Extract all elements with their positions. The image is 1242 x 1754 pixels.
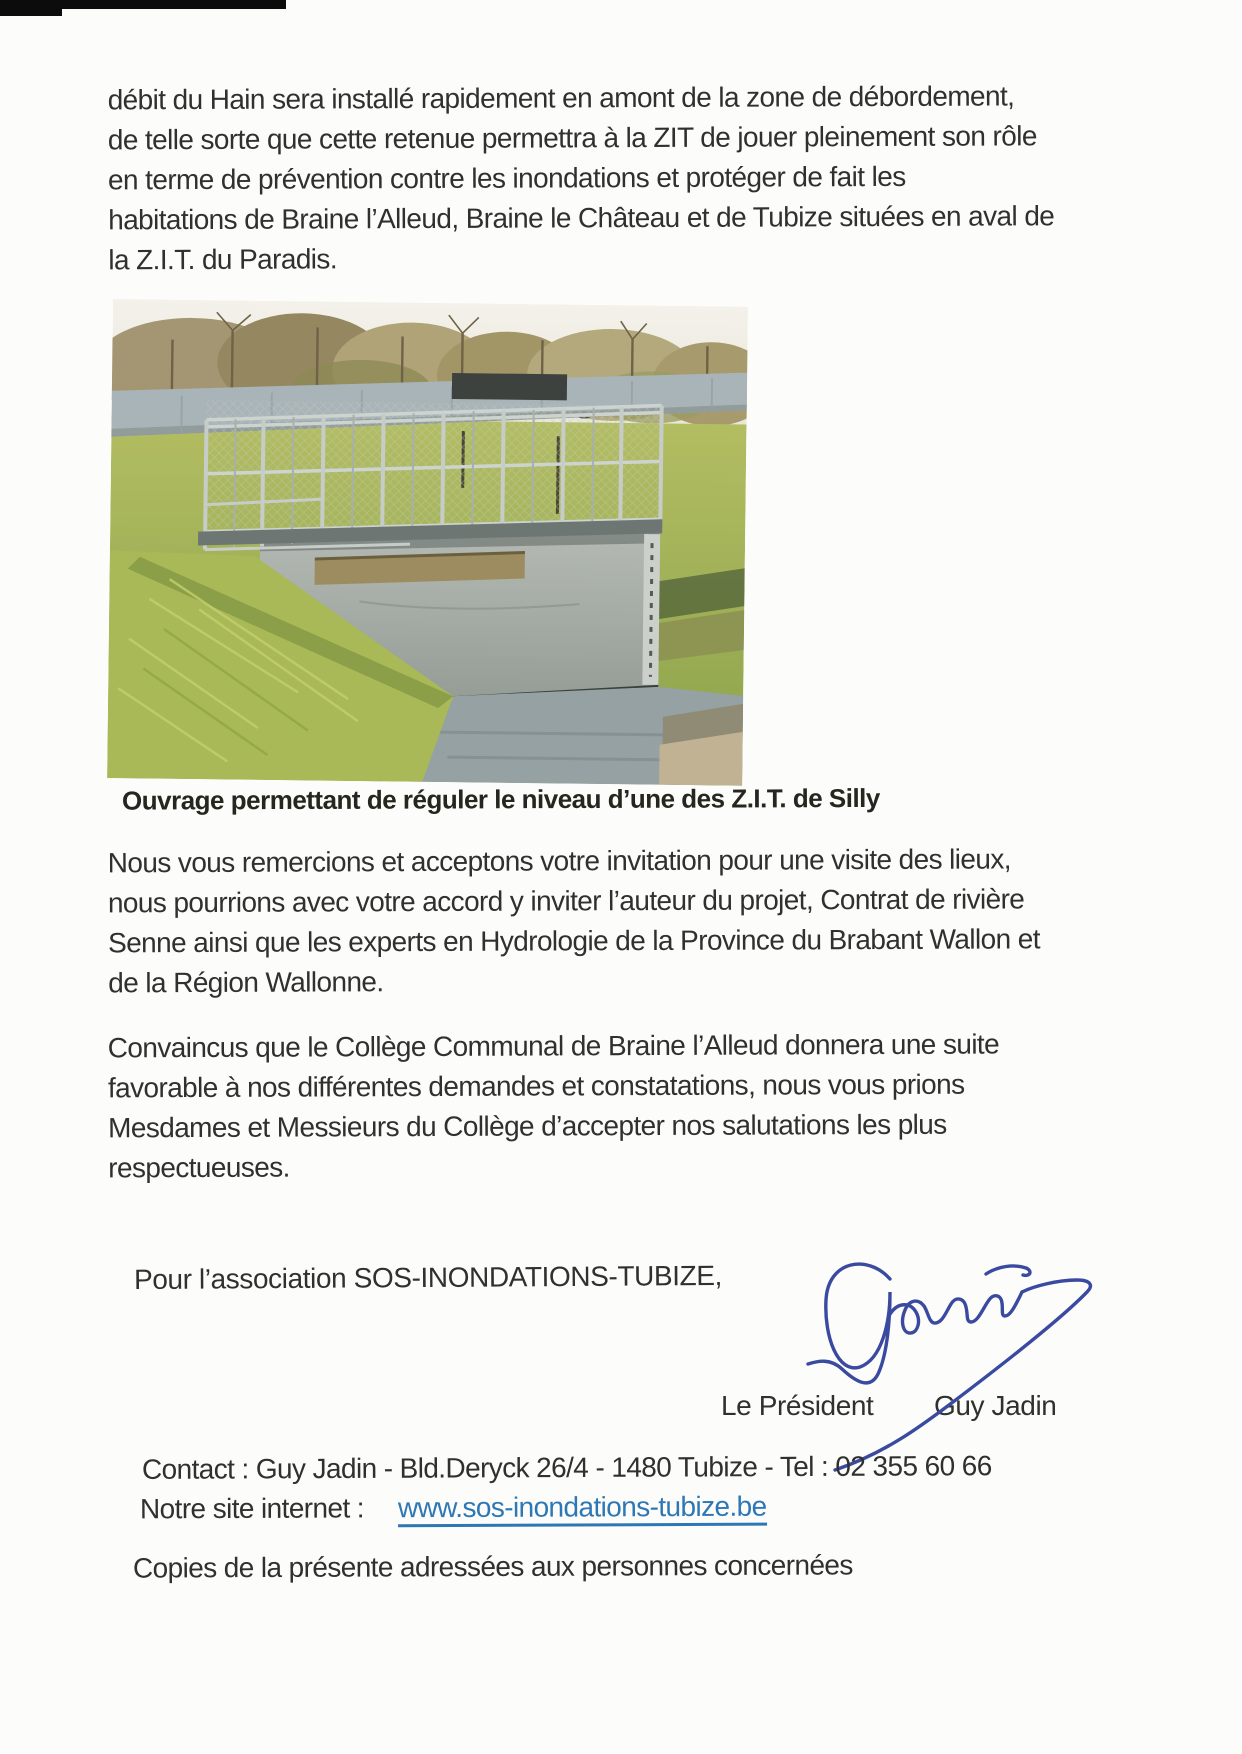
photo-scene [107,299,748,786]
handwritten-signature [790,1252,1110,1482]
signer-title: Le Président [721,1390,874,1421]
signature-line [0,1390,1242,1430]
website-link[interactable]: www.sos-inondations-tubize.be [398,1491,767,1528]
contact-line: Contact : Guy Jadin - Bld.Deryck 26/4 - 1480 Tubize - Tel : 02 355 60 66 [141,1450,992,1485]
photo-caption: Ouvrage permettant de réguler le niveau d’une des Z.I.T. de Silly [121,782,880,816]
association-line: Pour l’association SOS-INONDATIONS-TUBIZE, [133,1259,723,1296]
website-label: Notre site internet : [139,1492,365,1525]
copies-line: Copies de la présente adressées aux personnes concernées [132,1549,853,1584]
website-line [140,1491,767,1526]
signer-name: Guy Jadin [934,1390,1057,1421]
paragraph-3: Convaincus que le Collège Communal de Braine l’Alleud donnera une suite favorable à nos différentes demandes et constatations, nous vous prions Mesdames et Messieurs du Collège d’accepter nos salutations les plus respectueuses. [107,1028,1000,1184]
paragraph-1: débit du Hain sera installé rapidement en amont de la zone de débordement, de telle sorte que cette retenue permettra à la ZIT de jouer pleinement son rôle en terme de prévention contre les inondations et protéger de fait les habitations de Braine l’Alleud, Braine le Château et de Tubize situées en aval de la Z.I.T. du Paradis. [107,80,1055,276]
scan-artifact-bar [0,0,62,16]
paragraph-2: Nous vous remercions et acceptons votre invitation pour une visite des lieux, nous pourrions avec votre accord y inviter l’auteur du projet, Contrat de rivière Senne ainsi que les experts en Hydrologie de la Province du Brabant Wallon et de la Région Wallonne. [107,843,1040,999]
photo-regulation-structure [107,299,748,786]
photo-dark-fence-section [452,373,567,400]
